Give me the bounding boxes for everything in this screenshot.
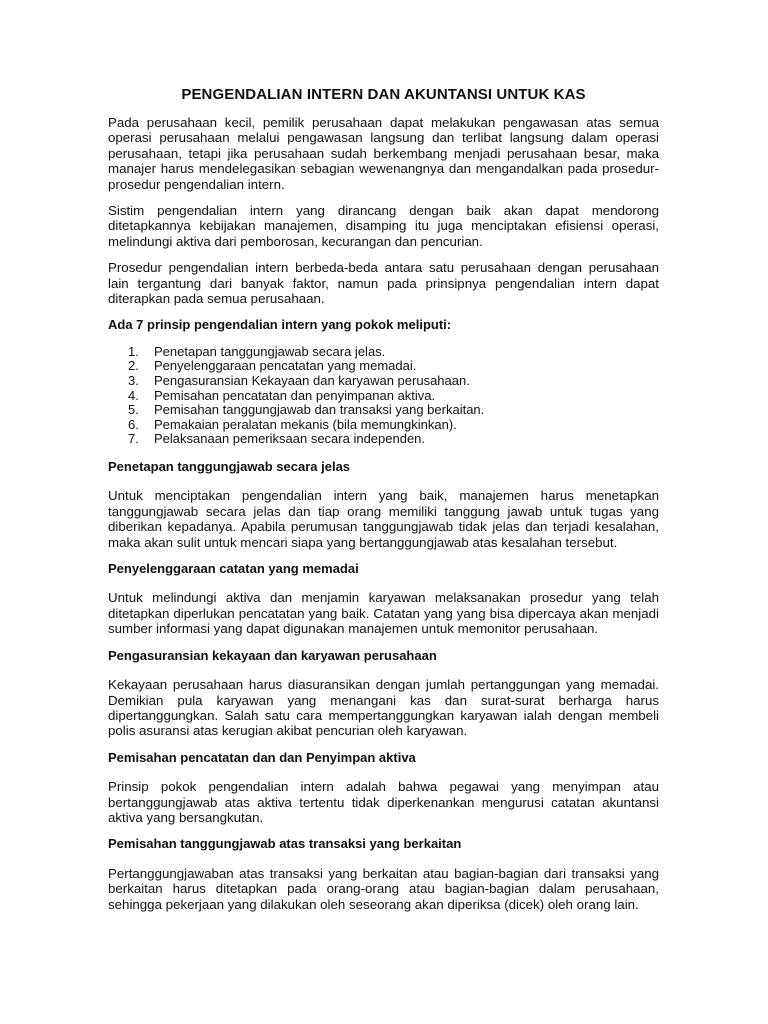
intro-paragraph-3: Prosedur pengendalian intern berbeda-beda antara satu perusahaan dengan perusahaan lain tergantung dari banyak faktor, namun pada prinsipnya pengendalian intern dapat diterapkan pada semua perusahaan. — [108, 260, 659, 307]
list-item — [128, 343, 659, 360]
list-item-number: 3. — [128, 373, 139, 389]
document-title: PENGENDALIAN INTERN DAN AKUNTANSI UNTUK KAS — [181, 86, 586, 103]
section-heading-penetapan: Penetapan tanggungjawab secara jelas — [108, 459, 351, 475]
list-item — [128, 387, 659, 404]
list-item-number: 1. — [128, 343, 139, 359]
list-item-text: Pemisahan tanggungjawab dan transaksi yang berkaitan. — [154, 402, 485, 418]
list-item-number: 5. — [128, 402, 139, 418]
section-body-pengasuransian: Kekayaan perusahaan harus diasuransikan dengan jumlah pertanggungan yang memadai. Demikian pula karyawan yang menangani kas dan surat-surat berharga harus dipertanggungkan. Salah satu cara mempertanggungkan karyawan ialah dengan membeli polis asuransi atas kerugian akibat pencurian oleh karyawan. — [108, 677, 659, 739]
list-item-number: 6. — [128, 416, 139, 432]
principles-heading: Ada 7 prinsip pengendalian intern yang pokok meliputi: — [108, 317, 452, 333]
section-body-pemisahan-tanggungjawab: Pertanggungjawaban atas transaksi yang berkaitan atau bagian-bagian dari transaksi yang berkaitan harus ditetapkan pada orang-orang atau bagian-bagian dalam perusahaan, sehingga pekerjaan yang dilakukan oleh seseorang akan diperiksa (dicek) oleh orang lain. — [108, 865, 659, 912]
list-item-text: Pelaksanaan pemeriksaan secara independen. — [154, 431, 426, 447]
section-heading-penyelenggaraan: Penyelenggaraan catatan yang memadai — [108, 561, 359, 577]
list-item-number: 4. — [128, 387, 139, 403]
list-item-number: 7. — [128, 431, 139, 447]
list-item-text: Pengasuransian Kekayaan dan karyawan perusahaan. — [154, 373, 470, 389]
list-item — [128, 373, 659, 389]
list-item — [128, 431, 659, 447]
list-item — [128, 416, 659, 433]
list-item-number: 2. — [128, 358, 139, 374]
section-heading-pemisahan-tanggungjawab: Pemisahan tanggungjawab atas transaksi yang berkaitan — [108, 836, 462, 852]
list-item-text: Penetapan tanggungjawab secara jelas. — [154, 343, 386, 359]
section-heading-pengasuransian: Pengasuransian kekayaan dan karyawan perusahaan — [108, 647, 437, 663]
principles-list — [108, 345, 659, 447]
section-body-penetapan: Untuk menciptakan pengendalian intern yang baik, manajemen harus menetapkan tanggungjawab secara jelas dan tiap orang memiliki tanggung jawab untuk tugas yang diberikan kepadanya. Apabila perumusan tanggungjawab tidak jelas dan terjadi kesalahan, maka akan sulit untuk mencari siapa yang bertanggungjawab atas kesalahan tersebut. — [108, 488, 659, 550]
list-item — [128, 402, 659, 418]
list-item — [128, 358, 659, 374]
section-body-penyelenggaraan: Untuk melindungi aktiva dan menjamin karyawan melaksanakan prosedur yang telah ditetapkan diperlukan pencatatan yang baik. Catatan yang yang bisa dipercaya akan menjadi sumber informasi yang dapat digunakan manajemen untuk memonitor perusahaan. — [108, 590, 659, 637]
section-body-pemisahan-pencatatan: Prinsip pokok pengendalian intern adalah bahwa pegawai yang menyimpan atau bertanggungjawab atas aktiva tertentu tidak diperkenankan mengurusi catatan akuntansi aktiva yang bersangkutan. — [108, 779, 659, 825]
list-item-text: Pemisahan pencatatan dan penyimpanan aktiva. — [154, 387, 436, 403]
list-item-text: Penyelenggaraan pencatatan yang memadai. — [154, 358, 417, 374]
section-heading-pemisahan-pencatatan: Pemisahan pencatatan dan dan Penyimpan aktiva — [108, 749, 416, 765]
document-body — [108, 86, 659, 923]
intro-paragraph-2: Sistim pengendalian intern yang dirancang dengan baik akan dapat mendorong ditetapkannya kebijakan manajemen, disamping itu juga menciptakan efisiensi operasi, melindungi aktiva dari pemborosan, kecurangan dan pencurian. — [108, 203, 659, 249]
intro-paragraph-1: Pada perusahaan kecil, pemilik perusahaan dapat melakukan pengawasan atas semua operasi perusahaan melalui pengawasan langsung dan terlibat langsung dalam operasi perusahaan, tetapi jika perusahaan sudah berkembang menjadi perusahaan besar, maka manajer harus mendelegasikan sebagian wewenangnya dan mengandalkan pada prosedur-prosedur pengendalian intern. — [108, 115, 659, 192]
list-item-text: Pemakaian peralatan mekanis (bila memungkinkan). — [154, 416, 457, 432]
